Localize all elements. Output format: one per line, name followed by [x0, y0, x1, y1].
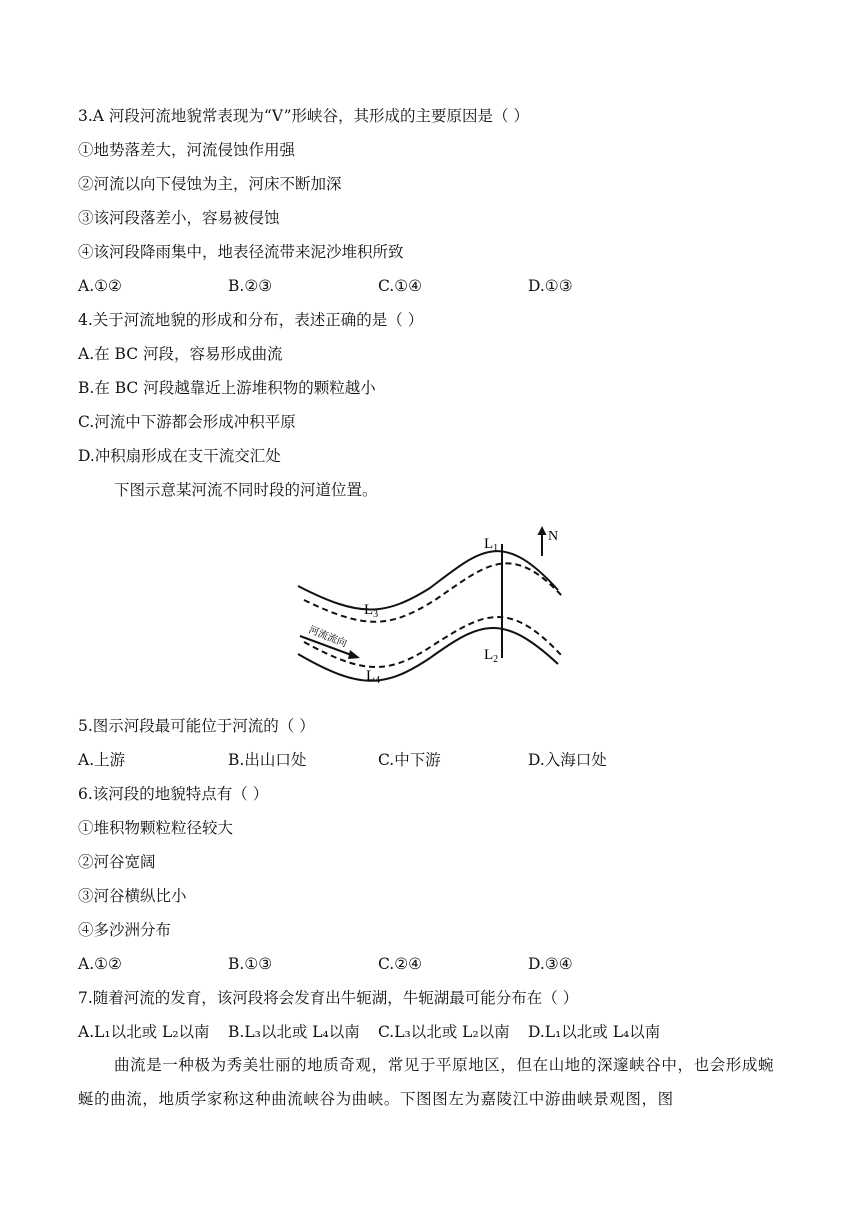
q4-option-c: C.河流中下游都会形成冲积平原: [78, 413, 296, 431]
north-arrow-head: [538, 526, 547, 535]
q5-option-b: B.出山口处: [228, 751, 307, 769]
diagram-intro: 下图示意某河流不同时段的河道位置。: [114, 481, 378, 499]
q6-stem: 6.该河段的地貌特点有（ ）: [78, 785, 269, 803]
q3-item-2: ②河流以向下侵蚀为主，河床不断加深: [78, 175, 342, 193]
q3-option-c: C.①④: [378, 277, 423, 295]
upper-bank-dashed: [304, 563, 562, 621]
label-l3: $L_3$: [364, 602, 379, 620]
q3-option-a: A.①②: [78, 277, 122, 295]
q5-stem: 5.图示河段最可能位于河流的（ ）: [78, 717, 315, 735]
q7-option-b: B.L₃以北或 L₄以南: [228, 1023, 360, 1041]
q5-option-c: C.中下游: [378, 751, 441, 769]
label-l1: $L_1$: [484, 536, 499, 554]
river-channel-diagram: [290, 518, 570, 703]
q7-option-d: D.L₁以北或 L₄以南: [528, 1023, 661, 1041]
upper-bank-solid: [298, 551, 558, 609]
q3-option-d: D.①③: [528, 277, 573, 295]
q6-option-b: B.①③: [228, 955, 273, 973]
q3-item-4: ④该河段降雨集中，地表径流带来泥沙堆积所致: [78, 243, 404, 261]
q7-option-a: A.L₁以北或 L₂以南: [78, 1023, 210, 1041]
q3-option-b: B.②③: [228, 277, 273, 295]
q5-option-d: D.入海口处: [528, 751, 607, 769]
q6-item-4: ④多沙洲分布: [78, 921, 172, 939]
q3-stem: 3.A 河段河流地貌常表现为“V”形峡谷，其形成的主要原因是（ ）: [78, 107, 529, 125]
q6-item-3: ③河谷横纵比小: [78, 887, 187, 905]
q7-option-c: C.L₃以北或 L₂以南: [378, 1023, 510, 1041]
q6-option-d: D.③④: [528, 955, 573, 973]
flow-label: 河流流向: [306, 624, 349, 650]
q6-option-a: A.①②: [78, 955, 122, 973]
q6-item-1: ①堆积物颗粒粒径较大: [78, 819, 234, 837]
q3-item-1: ①地势落差大，河流侵蚀作用强: [78, 141, 296, 159]
q3-item-3: ③该河段落差小，容易被侵蚀: [78, 209, 280, 227]
q5-option-a: A.上游: [78, 751, 126, 769]
label-l2: $L_2$: [484, 647, 499, 665]
q4-option-d: D.冲积扇形成在支干流交汇处: [78, 447, 281, 465]
label-l4: $L_4$: [366, 668, 381, 686]
q7-stem: 7.随着河流的发育，该河段将会发育出牛轭湖，牛轭湖最可能分布在（ ）: [78, 989, 579, 1007]
q6-option-c: C.②④: [378, 955, 423, 973]
north-label: N: [548, 529, 559, 544]
flow-arrow-head: [348, 650, 360, 659]
q4-stem: 4.关于河流地貌的形成和分布，表述正确的是（ ）: [78, 311, 424, 329]
q6-item-2: ②河谷宽阔: [78, 853, 156, 871]
q4-option-a: A.在 BC 河段，容易形成曲流: [78, 345, 283, 363]
q4-option-b: B.在 BC 河段越靠近上游堆积物的颗粒越小: [78, 379, 376, 397]
passage-paragraph: 曲流是一种极为秀美壮丽的地质奇观，常见于平原地区，但在山地的深邃峡谷中，也会形成蜿蜒的曲流，地质学家称这种曲流峡谷为曲峡。下图图左为嘉陵江中游曲峡景观图，图: [78, 1056, 775, 1108]
